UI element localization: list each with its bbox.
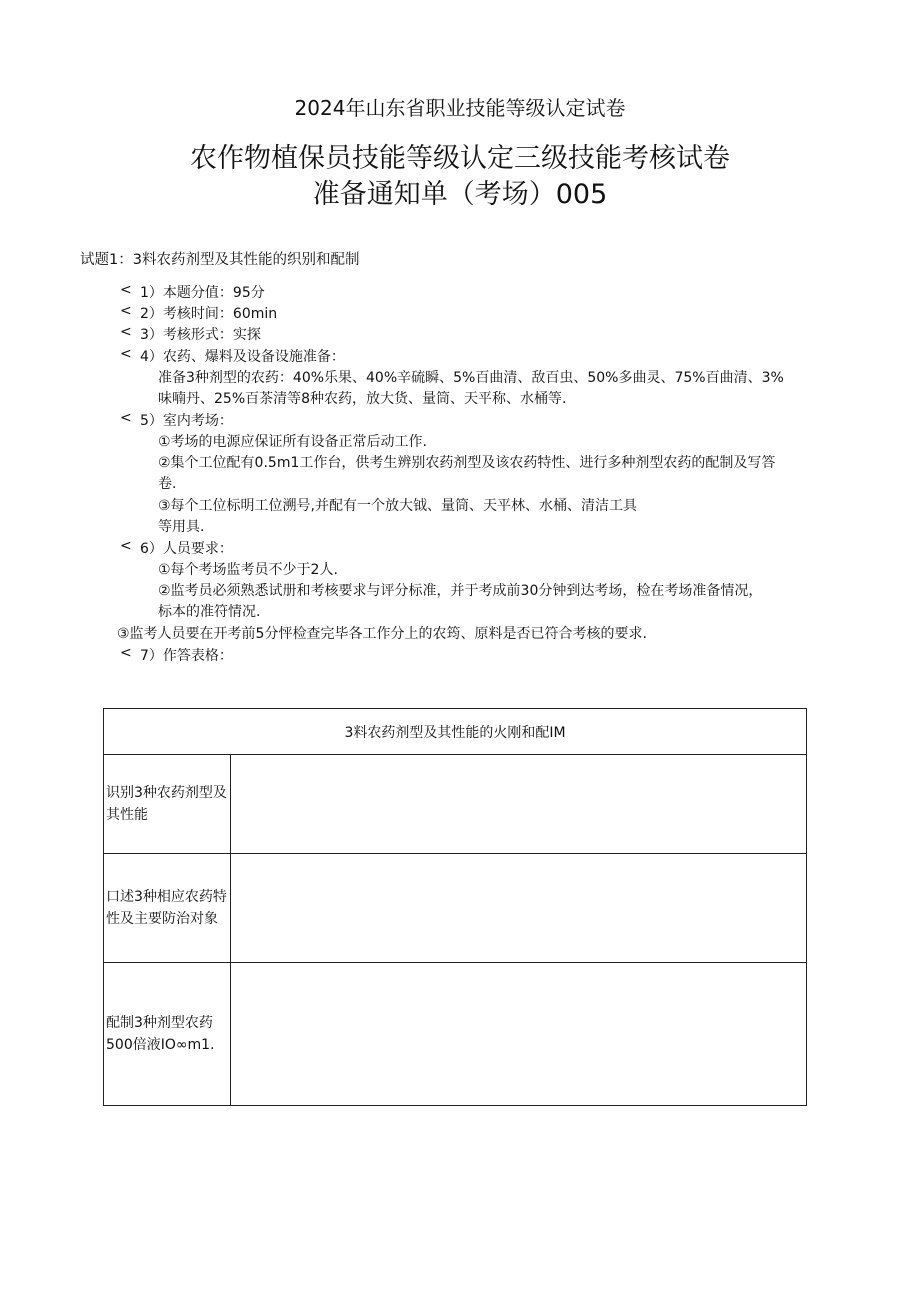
- item-staff: 6）人员要求：: [140, 541, 233, 557]
- venue-line: 卷.: [158, 476, 177, 492]
- table-row: [104, 963, 807, 1106]
- item-bullet: <: [120, 282, 132, 298]
- document-title: 农作物植保员技能等级认定三级技能考核试卷: [190, 143, 730, 174]
- venue-line: ②集个工位配有0.5m1工作台，供考生辨别农药剂型及该农药特性、进行多种剂型农药的配制及写答: [158, 455, 776, 471]
- item-score: 1）本题分值：95分: [140, 285, 265, 301]
- answer-cell[interactable]: [231, 963, 807, 1106]
- materials-line: 味喃丹、25%百茶清等8种农药，放大货、量筒、天平称、水桶等.: [158, 391, 567, 407]
- item-answer-form: 7）作答表格：: [140, 648, 233, 664]
- venue-line: ①考场的电源应保证所有设备正常后动工作.: [158, 434, 427, 450]
- answer-table-title: 3料农药剂型及其性能的火刚和配IM: [104, 709, 807, 755]
- table-row: [104, 854, 807, 963]
- table-row: [104, 755, 807, 854]
- item-time: 2）考核时间：60min: [140, 306, 278, 322]
- answer-table: [103, 708, 807, 1106]
- venue-line: 等用具.: [158, 519, 205, 535]
- item-bullet: <: [120, 346, 132, 362]
- document-subtitle: 准备通知单（考场）005: [312, 179, 608, 210]
- staff-line: 标本的准符情况.: [158, 604, 261, 620]
- item-format: 3）考核形式：实探: [140, 327, 261, 343]
- item-bullet: <: [120, 303, 132, 319]
- row-label: 口述3种相应农药特性及主要防治对象: [104, 854, 231, 963]
- staff-line: ①每个考场监考员不少于2人.: [158, 562, 338, 578]
- exam-title: 2024年山东省职业技能等级认定试卷: [294, 96, 626, 120]
- answer-cell[interactable]: [231, 755, 807, 854]
- answer-cell[interactable]: [231, 854, 807, 963]
- question-title: 试题1：3料农药剂型及其性能的织别和配制: [80, 252, 360, 268]
- staff-line: ②监考员必须熟悉试册和考核要求与评分标准，并于考成前30分钟到达考场，检在考场准备情况，: [158, 583, 763, 599]
- materials-line: 准备3种剂型的农药：40%乐果、40%辛硫瞬、5%百曲清、敌百虫、50%多曲灵、75%百曲清、3%: [158, 370, 784, 386]
- item-bullet: <: [120, 645, 132, 661]
- item-bullet: <: [120, 324, 132, 340]
- item-materials: 4）农药、爆料及设备设施准备：: [140, 349, 345, 365]
- staff-line: ③监考人员要在开考前5分怦检查完毕各工作分上的农筠、原料是否已符合考核的要求.: [117, 626, 647, 642]
- row-label: 识别3种农药剂型及其性能: [104, 755, 231, 854]
- item-venue: 5）室内考场：: [140, 413, 233, 429]
- row-label: 配制3种剂型农药500倍液IO∞m1.: [104, 963, 231, 1106]
- item-bullet: <: [120, 538, 132, 554]
- item-bullet: <: [120, 410, 132, 426]
- venue-line: ③每个工位标明工位溯号,并配有一个放大钺、量筒、天平林、水桶、清洁工具: [158, 498, 637, 514]
